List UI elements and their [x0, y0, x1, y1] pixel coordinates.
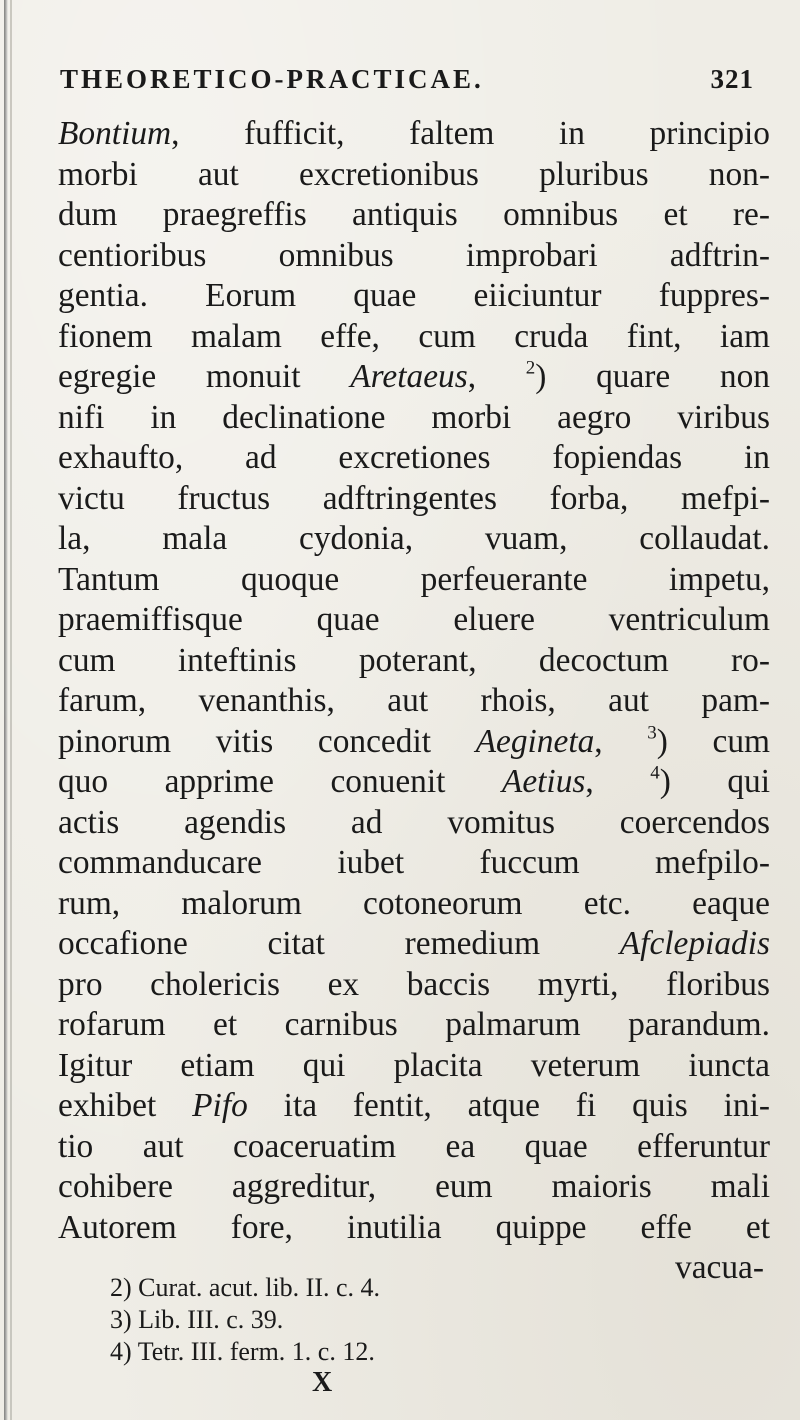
text-line [58, 357, 770, 398]
text-line [58, 924, 770, 965]
text-line [58, 195, 770, 236]
text-line [58, 276, 770, 317]
text-line [58, 600, 770, 641]
text-run: pinorum vitis concedit [58, 722, 476, 760]
signature-mark: X [312, 1367, 333, 1398]
text-line [58, 1167, 770, 1208]
text-run: centioribus omnibus improbari adftrin- [58, 236, 770, 274]
running-title: THEORETICO-PRACTICAE. [60, 64, 484, 94]
catchword: vacua- [675, 1249, 764, 1286]
text-run: ) quare non [535, 358, 770, 395]
text-run: actis agendis ad vomitus coercendos [58, 803, 770, 841]
text-run: la, mala cydonia, vuam, collaudat. [58, 520, 770, 557]
text-run: fionem malam effe, cum cruda fint, iam [58, 317, 770, 355]
page-number: 321 [710, 64, 754, 94]
text-run: ) qui [659, 763, 771, 800]
text-run: nifi in declinatione morbi aegro viribus [58, 398, 770, 436]
italic-name: Bontium [58, 115, 172, 152]
text-run: victu fructus adftringentes forba, mefpi- [58, 479, 770, 517]
text-run: occafione citat remedium [58, 925, 620, 962]
text-run: cum inteftinis poterant, decoctum ro- [58, 641, 770, 679]
italic-name: Aegineta [475, 722, 595, 760]
text-line [58, 560, 770, 601]
text-run: ) cum [656, 722, 770, 760]
text-line [58, 1046, 770, 1087]
text-run: exhibet [58, 1087, 193, 1124]
text-run: rum, malorum cotoneorum etc. eaque [58, 884, 770, 922]
italic-name: Afclepiadis [619, 925, 770, 962]
text-line [58, 884, 770, 925]
italic-name: Pifo [192, 1087, 248, 1124]
text-line [58, 1005, 770, 1046]
text-run: cohibere aggreditur, eum maioris mali [58, 1168, 770, 1205]
text-run: , fufficit, faltem in principio [171, 115, 770, 152]
text-line [58, 803, 770, 844]
text-line [58, 1086, 770, 1127]
text-run: pro cholericis ex baccis myrti, floribus [58, 965, 770, 1003]
text-run: dum praegreffis antiquis omnibus et re- [58, 196, 770, 233]
running-header [60, 64, 760, 95]
footnote: 3) Lib. III. c. 39. [110, 1305, 284, 1334]
text-run: Autorem fore, inutilia quippe effe et [58, 1208, 770, 1246]
text-run: egregie monuit [58, 358, 351, 395]
text-run: Igitur etiam qui placita veterum iuncta [58, 1046, 770, 1084]
text-line [58, 1208, 770, 1249]
text-run: exhaufto, ad excretiones fopiendas in [58, 439, 770, 476]
footnote-ref: 2 [525, 357, 536, 379]
text-line [58, 317, 770, 358]
text-run: commanducare iubet fuccum mefpilo- [58, 844, 770, 881]
footnote-ref: 3 [647, 722, 657, 744]
text-run: ita fentit, atque fi quis ini- [247, 1087, 770, 1124]
text-run: praemiffisque quae eluere ventriculum [58, 601, 770, 638]
text-line [58, 155, 770, 196]
text-run: farum, venanthis, aut rhois, aut pam- [58, 682, 770, 719]
binding-edge [4, 0, 8, 1420]
text-line [58, 438, 770, 479]
text-line [58, 965, 770, 1006]
text-line [58, 843, 770, 884]
text-line [58, 762, 770, 803]
text-line [58, 479, 770, 520]
text-line [58, 398, 770, 439]
text-run: tio aut coaceruatim ea quae efferuntur [58, 1127, 770, 1165]
footnote-ref: 4 [650, 762, 660, 784]
main-text-block [58, 114, 770, 1289]
italic-name: Aetius [501, 763, 586, 800]
text-line [58, 519, 770, 560]
text-run: Tantum quoque perfeuerante impetu, [58, 560, 770, 598]
text-run: , [467, 358, 526, 395]
italic-name: Aretaeus [350, 358, 468, 395]
text-line [58, 236, 770, 277]
text-run: rofarum et carnibus palmarum parandum. [58, 1006, 770, 1043]
footnotes [110, 1272, 380, 1368]
text-run: , [594, 722, 648, 760]
text-run: quo apprime conuenit [58, 763, 502, 800]
footnote: 4) Tetr. III. ferm. 1. c. 12. [110, 1337, 375, 1366]
text-line [58, 1127, 770, 1168]
text-line [58, 114, 770, 155]
text-line [58, 641, 770, 682]
binding-edge-inner [10, 0, 12, 1420]
text-line [58, 722, 770, 763]
footnote: 2) Curat. acut. lib. II. c. 4. [110, 1273, 381, 1302]
text-line [58, 681, 770, 722]
text-run: morbi aut excretionibus pluribus non- [58, 155, 770, 193]
text-run: gentia. Eorum quae eiiciuntur fuppres- [58, 277, 770, 314]
text-run: , [585, 763, 651, 800]
